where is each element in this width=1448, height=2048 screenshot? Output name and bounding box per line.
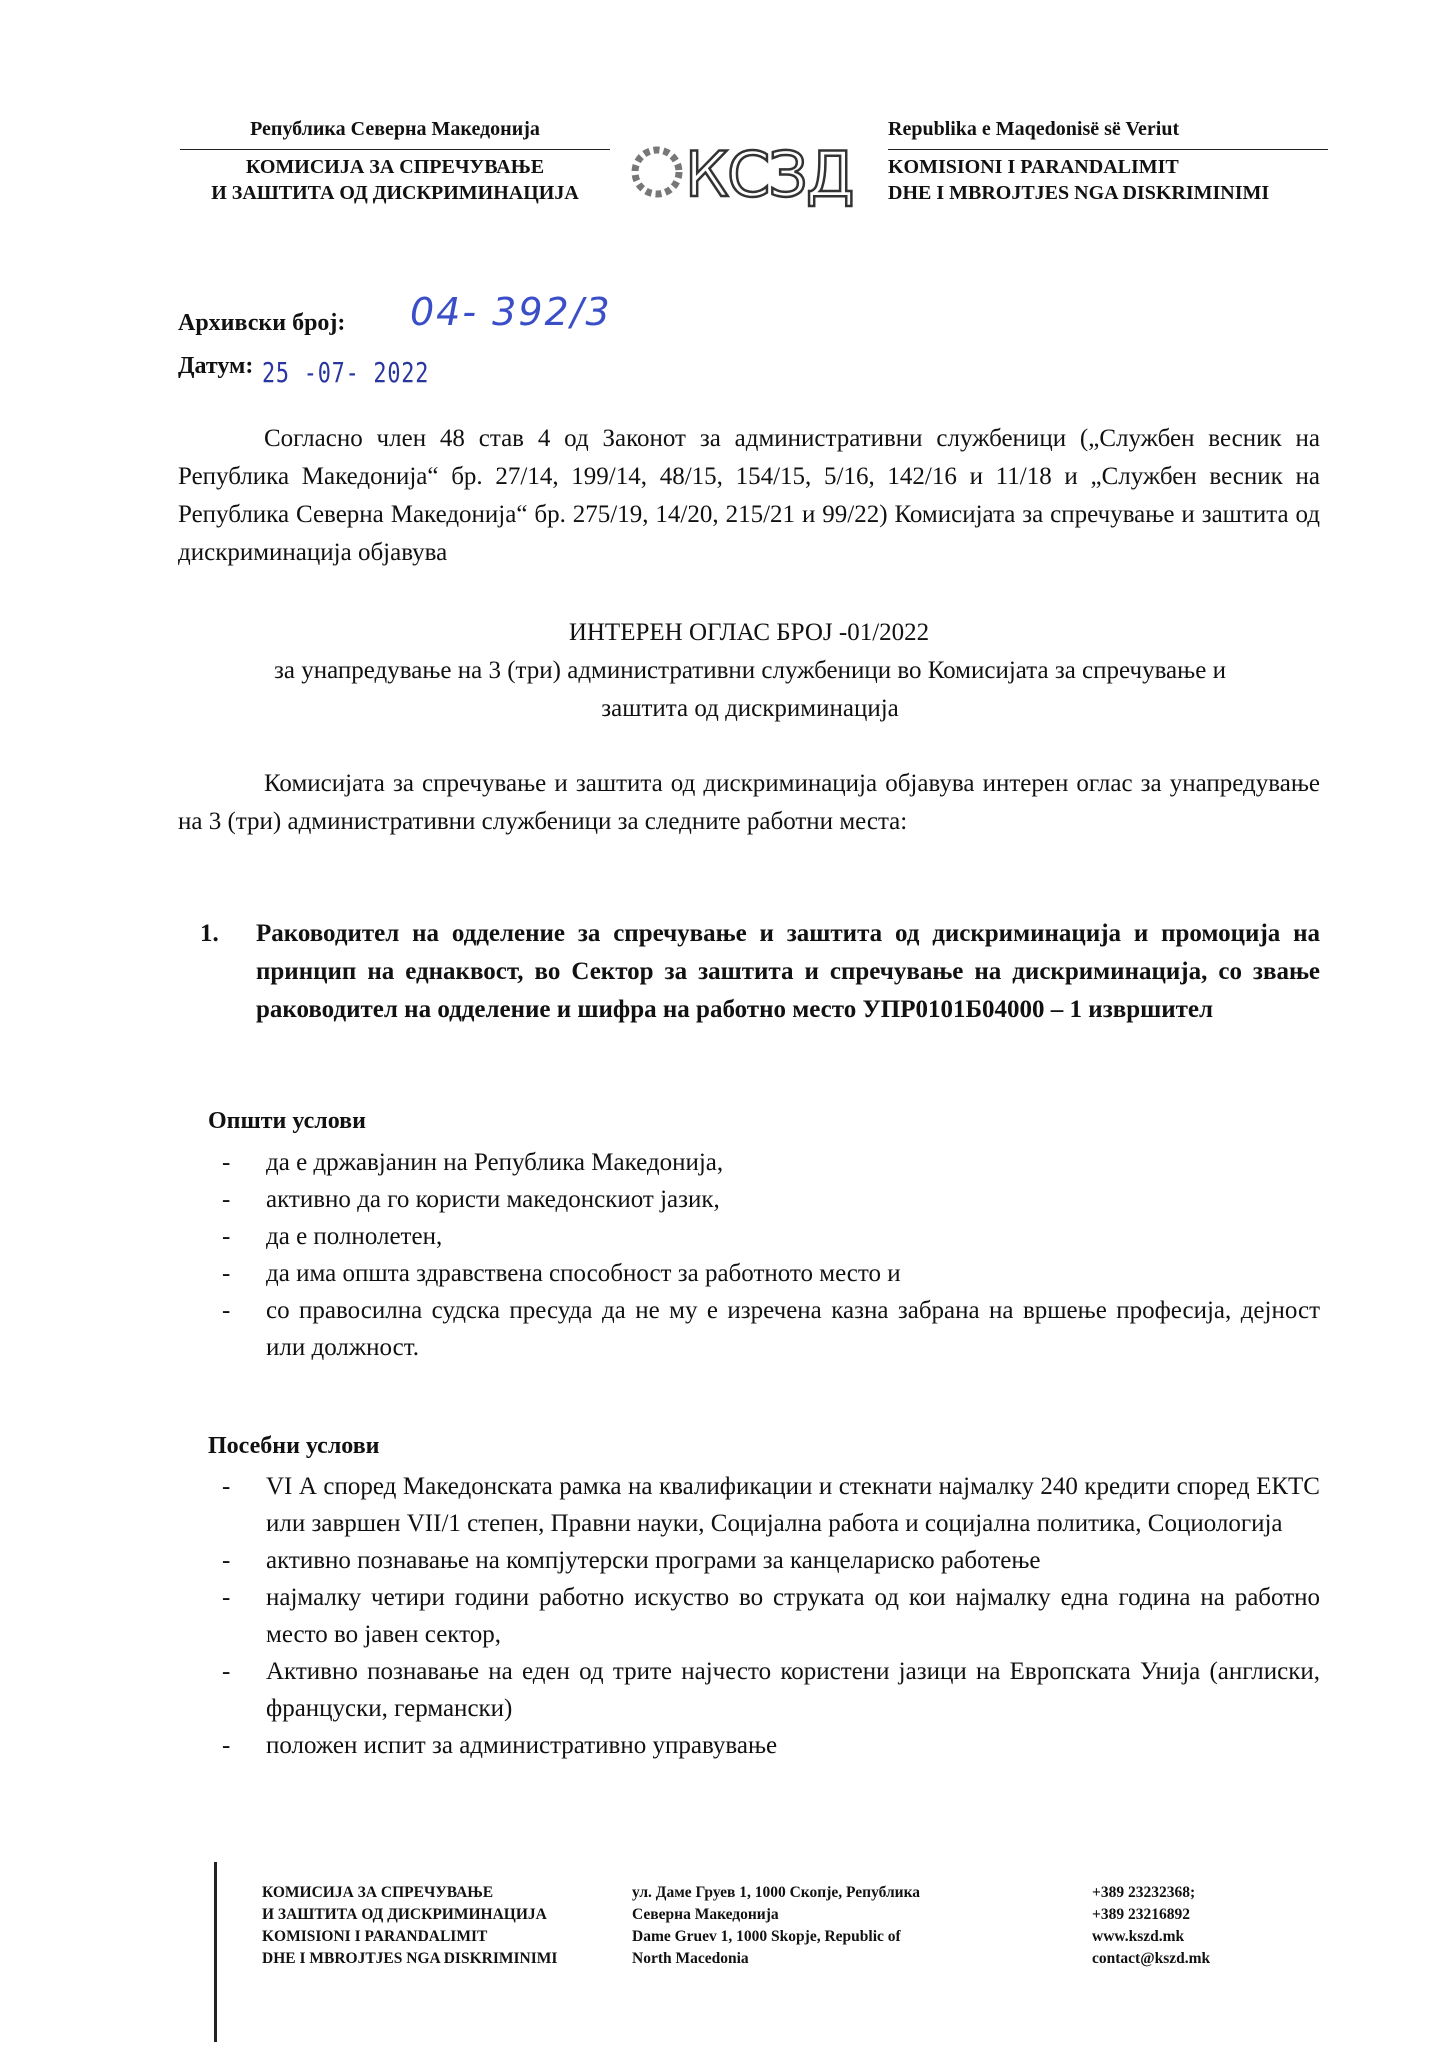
ad-title: ИНТЕРЕН ОГЛАС БРОЈ -01/2022 [568, 619, 930, 646]
footer-line: North Macedonia [632, 1950, 749, 1967]
general-conditions-list [208, 1144, 1320, 1366]
position-description: Раководител на одделение за спречување и заштита од дискриминација и промоција на принцип на еднаквост, во Сектор за заштита и спречување на дискриминација, со звање раководител на одделение и шифра на работно место УПР0101Б04000 – 1 извршител [256, 920, 1320, 1023]
special-conditions-list [208, 1468, 1320, 1764]
footer-line: КОМИСИЈА ЗА СПРЕЧУВАЊЕ [262, 1884, 494, 1901]
list-item: - положен испит за административно управување [208, 1727, 1320, 1764]
footer-divider [214, 1862, 217, 2042]
general-conditions-heading: Општи услови [208, 1108, 366, 1134]
position-number: 1. [200, 920, 219, 947]
header-commission-al-line1: KOMISIONI I PARANDALIMIT [888, 156, 1179, 178]
kszd-logo [625, 134, 875, 214]
list-item: - активно да го користи македонскиот јазик, [208, 1181, 1320, 1218]
header-commission-al-line2: DHE I MBROJTJES NGA DISKRIMINIMI [888, 182, 1270, 204]
footer-commission-names [262, 1882, 592, 1970]
list-item: - најмалку четири години работно искуство во струката од кои најмалку една година на работно место во јавен сектор, [208, 1579, 1320, 1653]
footer-contacts [1092, 1882, 1292, 1970]
footer-phone-2: +389 23216892 [1092, 1906, 1190, 1923]
date-stamp: 25 -07- 2022 [262, 356, 430, 389]
announcement-paragraph: Комисијата за спречување и заштита од дискриминација објавува интерен оглас за унапредување на 3 (три) административни службеници за следните работни места: [178, 770, 1320, 835]
svg-text:КСЗД: КСЗД [685, 138, 853, 211]
footer-line: DHE I MBROJTJES NGA DISKRIMINIMI [262, 1950, 558, 1967]
header-left-block [180, 118, 610, 206]
list-item: - да е полнолетен, [208, 1218, 1320, 1255]
header-commission-mk-line2: И ЗАШТИТА ОД ДИСКРИМИНАЦИЈА [211, 182, 579, 204]
list-item: - со правосилна судска пресуда да не му е изречена казна забрана на вршење професија, дејност или должност. [208, 1292, 1320, 1366]
footer-line: И ЗАШТИТА ОД ДИСКРИМИНАЦИЈА [262, 1906, 547, 1923]
header-commission-mk-line1: КОМИСИЈА ЗА СПРЕЧУВАЊЕ [245, 156, 545, 178]
ad-subtitle: за унапредување на 3 (три) административни службеници во Комисијата за спречување и заштита од дискриминација [274, 657, 1226, 722]
footer-line: KOMISIONI I PARANDALIMIT [262, 1928, 488, 1945]
footer-line: ул. Даме Груев 1, 1000 Скопје, Република [632, 1884, 921, 1901]
list-item: - VI А според Македонската рамка на квалификации и стекнати најмалку 240 кредити според ЕКТС или завршен VII/1 степен, Правни науки, Социјална работа и социјална политика, Социологија [208, 1468, 1320, 1542]
footer-address [632, 1882, 1002, 1970]
list-item: - да е државјанин на Република Македонија, [208, 1144, 1320, 1181]
list-item: - да има општа здравствена способност за работното место и [208, 1255, 1320, 1292]
header-right-block [888, 118, 1328, 206]
footer-phone-1: +389 23232368; [1092, 1884, 1196, 1901]
footer-line: Dame Gruev 1, 1000 Skopje, Republic of [632, 1928, 901, 1945]
archive-number-label: Архивски број: [178, 310, 346, 336]
intro-paragraph: Согласно член 48 став 4 од Законот за административни службеници („Службен весник на Република Македонија“ бр. 27/14, 199/14, 48/15, 154/15, 5/16, 142/16 и 11/18 и „Службен весник на Република Северна Македонија“ бр. 275/19, 14/20, 215/21 и 99/22) Комисијата за спречување и заштита од дискриминација објавува [178, 425, 1320, 566]
footer-email-link[interactable]: contact@kszd.mk [1092, 1950, 1211, 1967]
header-country-al: Republika e Maqedonisë së Veriut [888, 118, 1328, 150]
header-country-mk: Република Северна Македонија [180, 118, 610, 150]
footer-website-link[interactable]: www.kszd.mk [1092, 1928, 1185, 1945]
list-item: - активно познавање на компјутерски програми за канцелариско работење [208, 1542, 1320, 1579]
archive-number-handwritten: 04- 392/3 [410, 290, 612, 334]
position-item-1 [200, 915, 1320, 1029]
footer-line: Северна Македонија [632, 1906, 779, 1923]
date-label: Датум: [178, 353, 254, 379]
special-conditions-heading: Посебни услови [208, 1433, 380, 1459]
list-item: - Активно познавање на еден од трите најчесто користени јазици на Европската Унија (англиски, француски, германски) [208, 1653, 1320, 1727]
